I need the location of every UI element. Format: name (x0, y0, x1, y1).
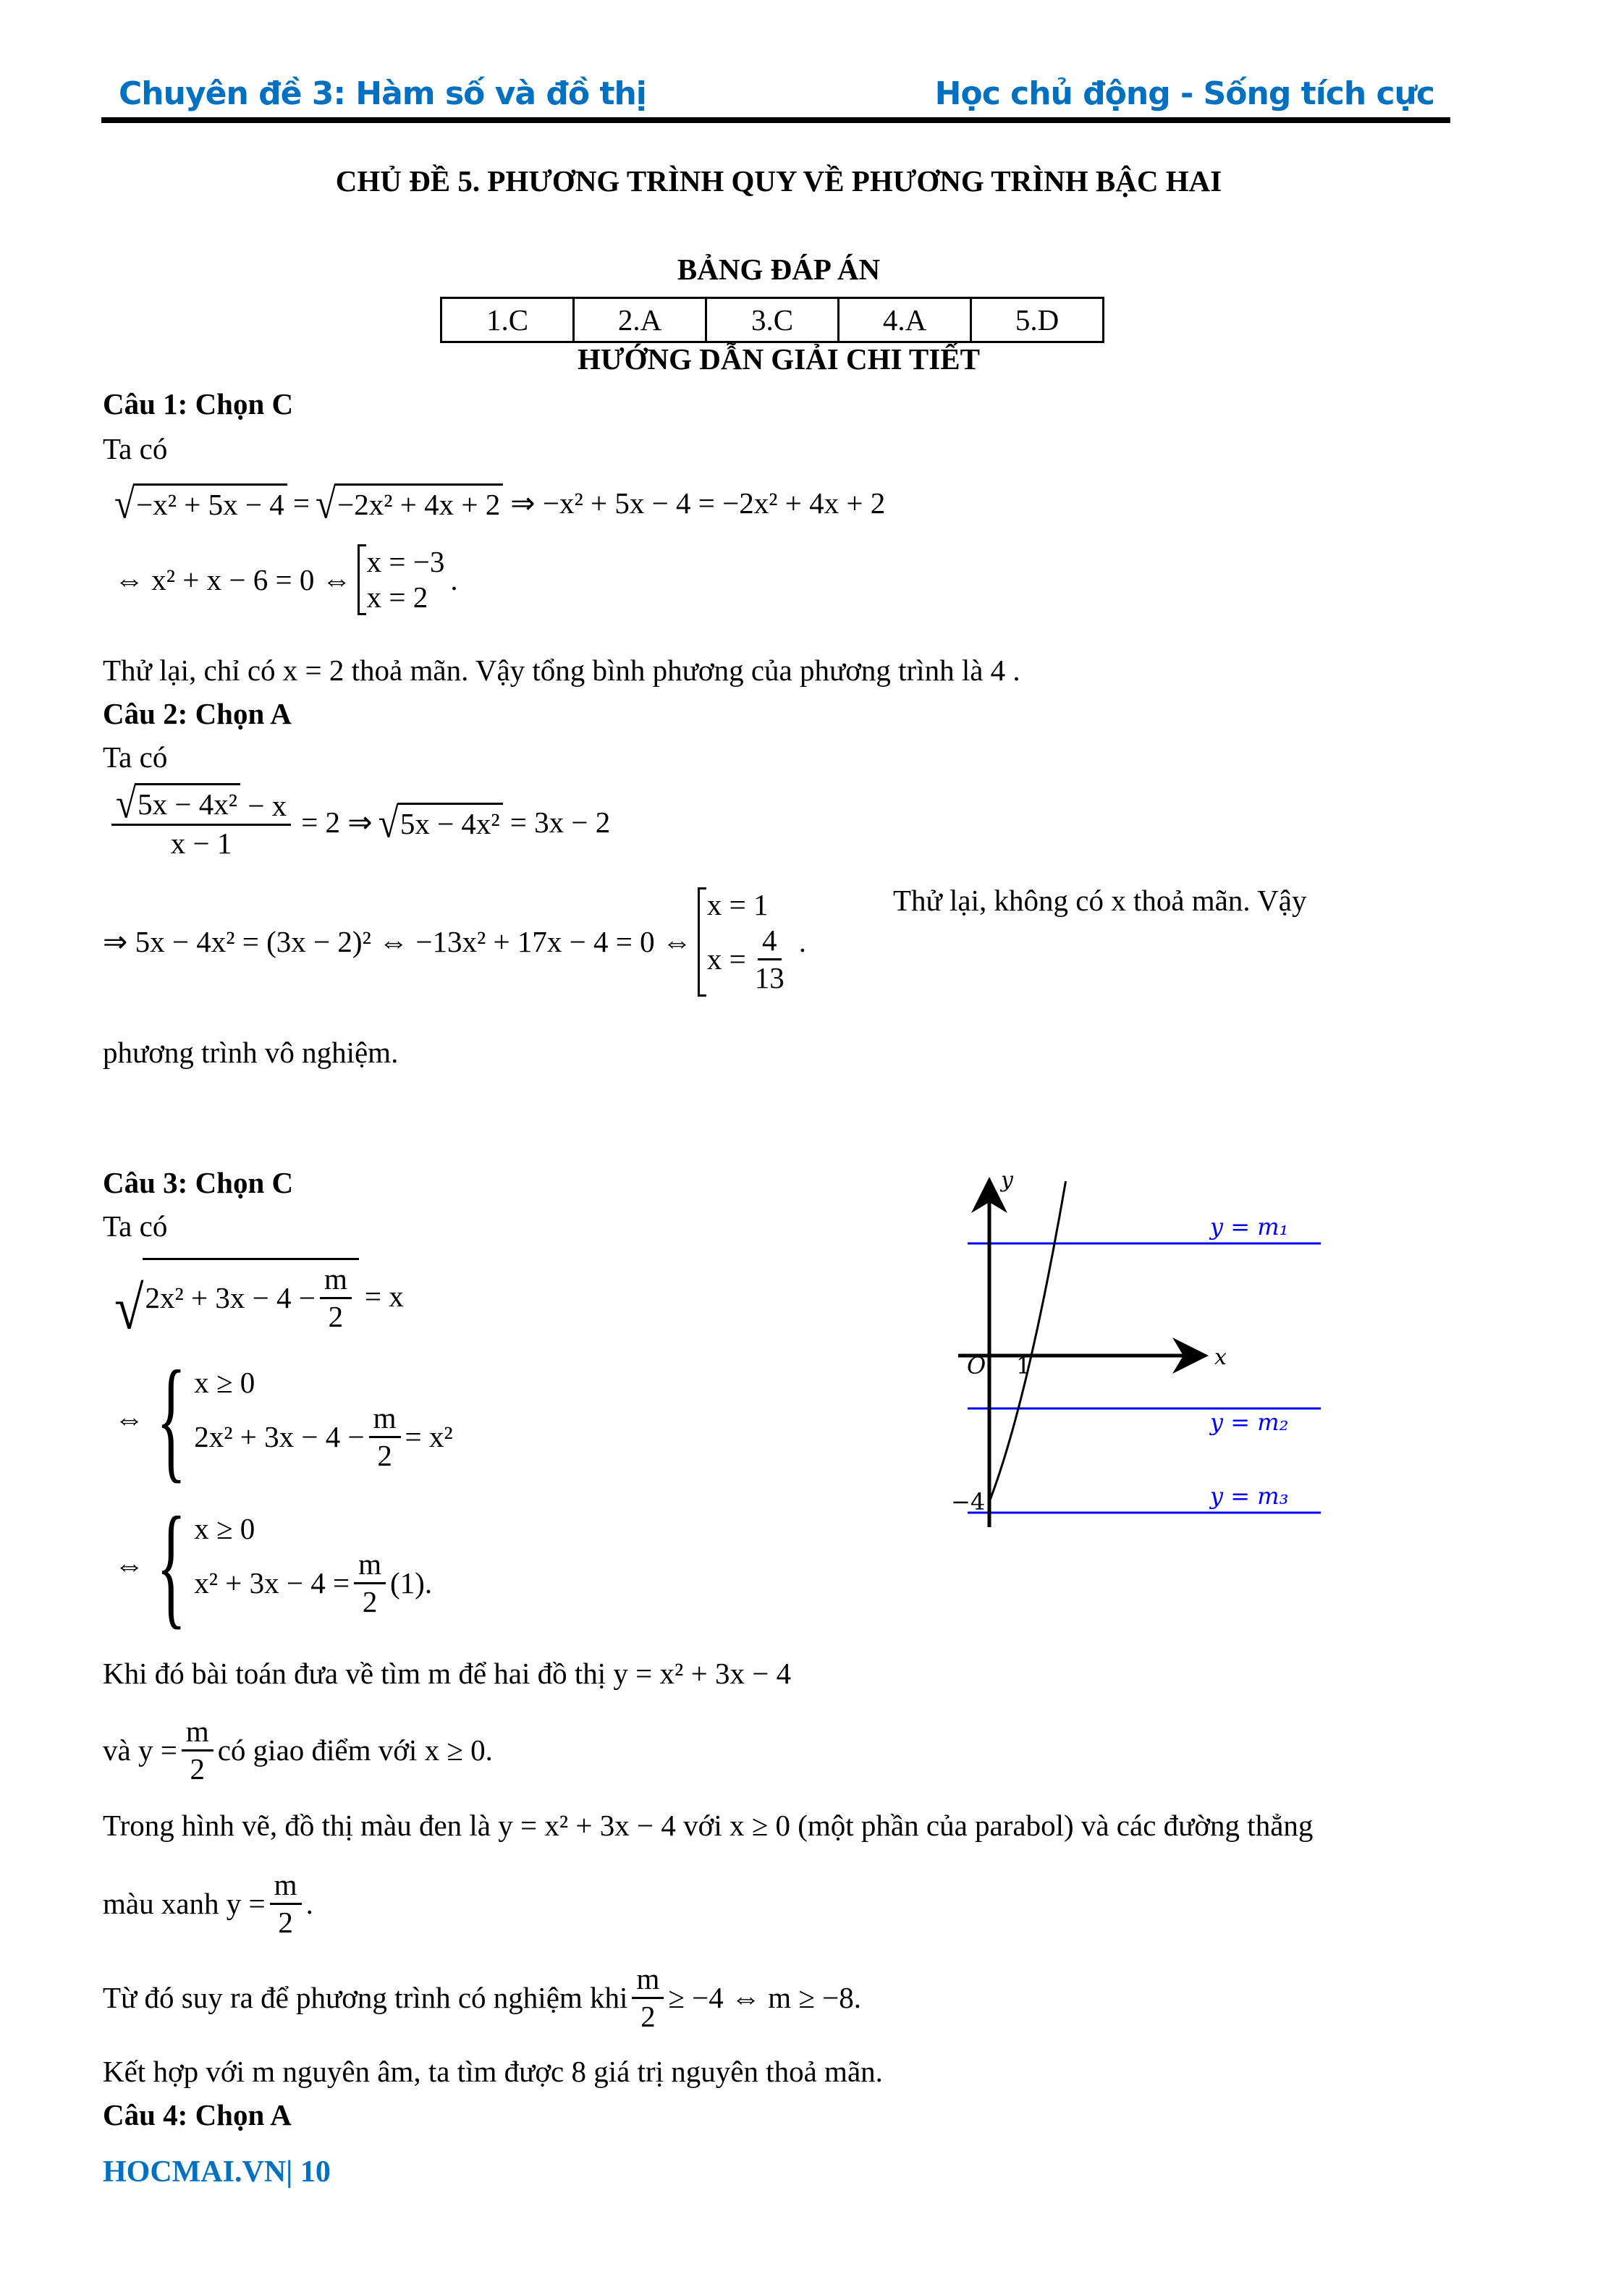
answer-cell: 4.A (839, 298, 971, 342)
equivalence-arrow: ⇔ (114, 1402, 144, 1436)
equation-text: = 2 ⇒ (301, 805, 373, 839)
q2-equation-1: √ 5x − 4x² − x x − 1 = 2 ⇒ √ 5x − 4x² = 3x − 2 (107, 783, 610, 861)
numerator: m (369, 1400, 401, 1438)
page-title: CHỦ ĐỀ 5. PHƯƠNG TRÌNH QUY VỀ PHƯƠNG TRÌNH BẬC HAI (335, 164, 1222, 198)
equation-rest: ⇒ −x² + 5x − 4 = −2x² + 4x + 2 (510, 486, 886, 520)
numerator: m (632, 1961, 664, 1999)
numerator: m (354, 1547, 386, 1584)
equation-text: = x (364, 1279, 404, 1313)
period: . (798, 924, 807, 958)
denominator: x − 1 (170, 827, 232, 861)
q2-conclusion: phương trình vô nghiệm. (103, 1036, 399, 1069)
numerator: m (270, 1867, 302, 1905)
denominator: 2 (278, 1906, 293, 1940)
origin-label: O (967, 1352, 986, 1379)
y-tick-minus-4: −4 (951, 1488, 986, 1516)
q2-intro: Ta có (103, 740, 168, 774)
radicand: 2x² + 3x − 4 − (145, 1281, 316, 1315)
denominator: 13 (754, 961, 784, 995)
radicand: 5x − 4x² (397, 803, 503, 842)
numerator-rest: − x (248, 788, 287, 822)
equation-text: = x² (405, 1420, 453, 1453)
equation-text: ⇔ x² + x − 6 = 0 ⇔ (114, 562, 352, 596)
brace: { (156, 1343, 187, 1495)
denominator: 2 (377, 1439, 392, 1473)
q1-heading: Câu 1: Chọn C (103, 387, 294, 421)
text: . (305, 1887, 313, 1921)
numerator: m (320, 1262, 352, 1299)
q1-conclusion: Thử lại, chỉ có x = 2 thoả mãn. Vậy tổng bình phương của phương trình là 4 . (103, 654, 1020, 687)
equivalence-arrow: ⇔ (114, 1548, 144, 1582)
case: x = 2 (366, 580, 428, 614)
text: có giao điểm với x ≥ 0. (217, 1733, 493, 1767)
numerator: m (182, 1714, 213, 1752)
q3-paragraph-1: Khi đó bài toán đưa về tìm m để hai đồ thị y = x² + 3x − 4 (103, 1657, 792, 1690)
equals: = (292, 486, 310, 520)
header-slogan: Học chủ động - Sống tích cực (934, 75, 1434, 112)
case: x = 1 (706, 888, 769, 921)
radicand: −2x² + 4x + 2 (334, 483, 503, 523)
equation-text: ⇒ 5x − 4x² = (3x − 2)² ⇔ −13x² + 17x − 4 = 0 ⇔ (103, 924, 692, 958)
numerator: 4 (758, 923, 782, 960)
brace: { (156, 1490, 187, 1641)
equation-text: x² + 3x − 4 = (194, 1566, 350, 1600)
answer-cell: 1.C (441, 298, 574, 342)
label-m2: y = m₂ (1210, 1408, 1289, 1436)
text: Từ đó suy ra để phương trình có nghiệm khi (103, 1981, 628, 2015)
sqrt: √ −2x² + 4x + 2 (316, 483, 503, 523)
q2-note: Thử lại, không có x thoả mãn. Vậy (893, 884, 1307, 917)
period: . (424, 1566, 433, 1600)
footer-page: HOCMAI.VN| 10 (103, 2155, 331, 2189)
equation-text: 2x² + 3x − 4 − (194, 1420, 365, 1453)
y-axis-label: y (1001, 1167, 1013, 1193)
equation-label: (1) (390, 1566, 425, 1600)
radicand: −x² + 5x − 4 (133, 483, 287, 523)
case: x = −3 (366, 545, 445, 578)
text: ≥ −4 ⇔ m ≥ −8. (668, 1981, 861, 2015)
sqrt: √ −x² + 5x − 4 (114, 483, 287, 523)
q4-heading: Câu 4: Chọn A (103, 2098, 292, 2131)
q3-equation-1: √ 2x² + 3x − 4 − $\frac{m}{2}$ = x (114, 1258, 404, 1335)
fraction: √ 5x − 4x² − x x − 1 (111, 783, 291, 861)
q3-paragraph-3: Trong hình vẽ, đồ thị màu đen là y = x² + 3x − 4 với x ≥ 0 (một phần của parabol) và các đường thẳng (103, 1809, 1314, 1842)
header-chapter: Chuyên đề 3: Hàm số và đồ thị (119, 75, 646, 112)
label-m1: y = m₁ (1210, 1213, 1289, 1241)
answer-cell: 5.D (971, 298, 1104, 342)
q3-paragraph-6: Kết hợp với m nguyên âm, ta tìm được 8 giá trị nguyên thoả mãn. (103, 2055, 883, 2088)
answer-cell: 2.A (574, 298, 706, 342)
q1-intro: Ta có (103, 432, 168, 465)
denominator: 2 (328, 1300, 344, 1334)
denominator: 2 (190, 1752, 206, 1786)
solution-heading: HƯỚNG DẪN GIẢI CHI TIẾT (578, 342, 980, 376)
parabola-curve (989, 1181, 1066, 1502)
equation-text: = 3x − 2 (509, 805, 611, 839)
q2-heading: Câu 2: Chọn A (103, 697, 292, 730)
case: x = (706, 942, 746, 976)
condition: x ≥ 0 (194, 1365, 255, 1399)
label-m3: y = m₃ (1210, 1482, 1289, 1510)
condition: x ≥ 0 (194, 1511, 255, 1545)
denominator: 2 (362, 1585, 378, 1619)
denominator: 2 (640, 2000, 656, 2034)
period: . (450, 562, 458, 596)
text: và y = (103, 1733, 177, 1767)
q3-intro: Ta có (103, 1209, 168, 1243)
x-tick-1: 1 (1016, 1352, 1031, 1379)
answer-cell: 3.C (706, 298, 839, 342)
q3-heading: Câu 3: Chọn C (103, 1166, 294, 1199)
radicand: 5x − 4x² (135, 783, 240, 822)
text: màu xanh y = (103, 1887, 266, 1921)
answer-table-title: BẢNG ĐÁP ÁN (677, 253, 881, 286)
x-axis-label: x (1214, 1345, 1227, 1370)
